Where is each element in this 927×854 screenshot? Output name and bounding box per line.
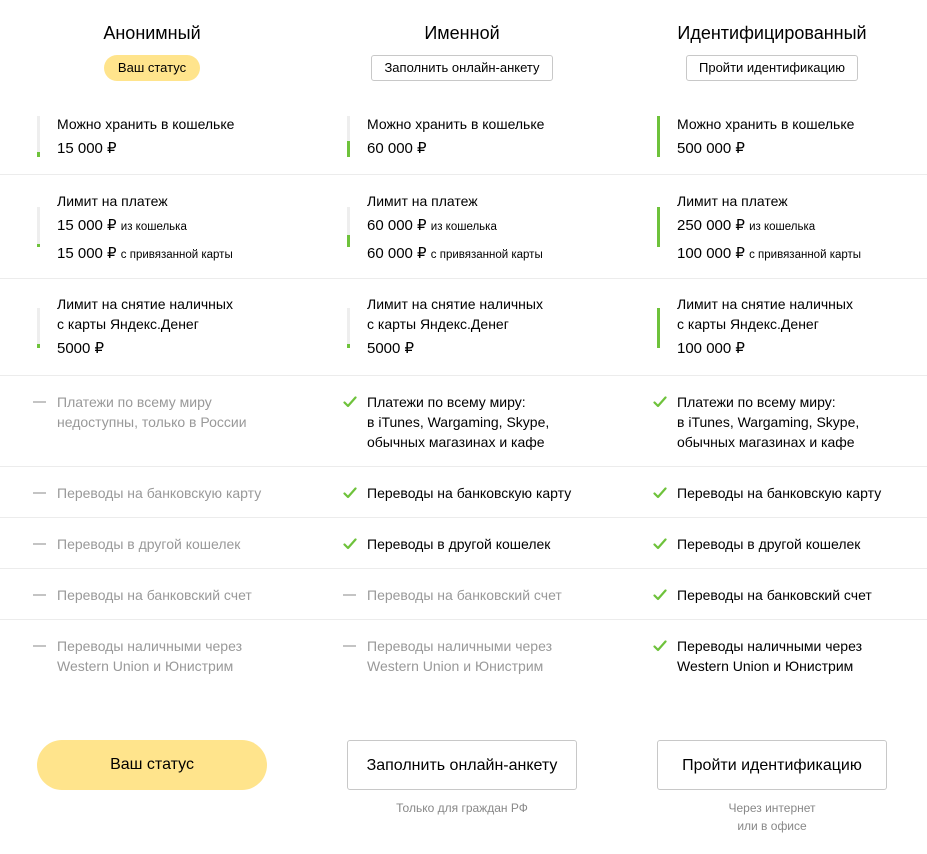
limit-bar-fill [37, 152, 40, 157]
cash-label-line1: Лимит на снятие наличных [367, 296, 543, 312]
current-status-badge: Ваш статус [104, 55, 200, 81]
payment-card-suffix: с привязанной карты [120, 249, 233, 261]
feature-text: Переводы наличными через Western Union и Юнистрим [57, 638, 242, 674]
payment-card-suffix: с привязанной карты [749, 249, 862, 261]
payment-wallet-amount: 250 000 ₽ [677, 217, 745, 234]
limit-bar [37, 308, 40, 348]
payment-wallet-amount: 15 000 ₽ [57, 217, 117, 234]
feature-text: Переводы наличными через Western Union и Юнистрим [367, 638, 552, 674]
wallet-label: Можно хранить в кошельке [367, 116, 545, 132]
payment-label: Лимит на платеж [367, 193, 478, 209]
feature-text: Переводы в другой кошелек [367, 536, 551, 552]
named-status-note: Только для граждан РФ [396, 801, 528, 815]
limit-bar [657, 116, 660, 157]
wallet-label: Можно хранить в кошельке [677, 116, 855, 132]
row-divider [0, 174, 927, 175]
limit-bar [657, 308, 660, 348]
feature-cell [343, 483, 633, 503]
feature-cell [653, 534, 927, 554]
check-icon [653, 483, 667, 503]
identify-button[interactable]: Пройти идентификацию [686, 55, 858, 81]
dash-icon [343, 636, 357, 656]
dash-icon [33, 636, 47, 656]
payment-wallet-suffix: из кошелька [120, 221, 187, 233]
row-divider [0, 568, 927, 569]
feature-cell [653, 392, 927, 452]
feature-text: Платежи по всему миру: в iTunes, Wargaming, Skype, обычных магазинах и кафе [367, 394, 550, 450]
row-divider [0, 517, 927, 518]
dash-icon [343, 585, 357, 605]
payment-wallet-suffix: из кошелька [430, 221, 497, 233]
wallet-amount: 60 000 ₽ [367, 140, 427, 157]
limit-bar-fill [657, 207, 660, 247]
limit-bar-fill [37, 344, 40, 348]
limit-bar [347, 116, 350, 157]
feature-cell [343, 636, 633, 676]
feature-cell [343, 534, 633, 554]
check-icon [653, 636, 667, 656]
row-divider [0, 619, 927, 620]
feature-text: Переводы на банковский счет [367, 587, 562, 603]
cash-label-line1: Лимит на снятие наличных [57, 296, 233, 312]
payment-card-amount: 60 000 ₽ [367, 245, 427, 262]
feature-text: Переводы в другой кошелек [57, 536, 241, 552]
limit-bar [347, 308, 350, 348]
wallet-amount: 15 000 ₽ [57, 140, 117, 157]
payment-card-amount: 15 000 ₽ [57, 245, 117, 262]
payment-wallet-suffix: из кошелька [749, 221, 816, 233]
dash-icon [33, 483, 47, 503]
column-title: Анонимный [103, 23, 201, 43]
feature-cell [653, 636, 927, 676]
feature-cell [33, 392, 323, 452]
feature-text: Переводы на банковскую карту [677, 485, 882, 501]
feature-cell [653, 483, 927, 503]
limit-bar-fill [657, 308, 660, 348]
dash-icon [33, 392, 47, 412]
feature-cell [653, 585, 927, 605]
fill-form-button[interactable]: Заполнить онлайн-анкету [371, 55, 552, 81]
feature-text: Переводы в другой кошелек [677, 536, 861, 552]
cash-label-line2: с карты Яндекс.Денег [57, 316, 199, 332]
check-icon [653, 585, 667, 605]
dash-icon [33, 585, 47, 605]
check-icon [653, 392, 667, 412]
cash-amount: 100 000 ₽ [677, 340, 745, 357]
check-icon [343, 483, 357, 503]
limit-bar [347, 207, 350, 247]
wallet-label: Можно хранить в кошельке [57, 116, 235, 132]
limit-bar-fill [347, 141, 350, 157]
feature-cell [343, 392, 633, 452]
limit-bar-fill [347, 235, 350, 247]
cash-label-line1: Лимит на снятие наличных [677, 296, 853, 312]
payment-label: Лимит на платеж [677, 193, 788, 209]
limit-bar [37, 207, 40, 247]
feature-text: Платежи по всему миру недоступны, только в России [57, 394, 247, 430]
feature-cell [33, 483, 323, 503]
row-divider [0, 375, 927, 376]
limit-bar-fill [37, 244, 40, 247]
limit-bar [37, 116, 40, 157]
cash-amount: 5000 ₽ [57, 340, 105, 357]
feature-cell [33, 585, 323, 605]
feature-text: Переводы на банковскую карту [367, 485, 572, 501]
feature-text: Переводы на банковский счет [677, 587, 872, 603]
limit-bar-fill [657, 116, 660, 157]
identified-status-note: Через интернет или в офисе [728, 801, 816, 833]
check-icon [343, 392, 357, 412]
column-title: Именной [424, 23, 500, 43]
feature-text: Переводы на банковскую карту [57, 485, 262, 501]
feature-cell [33, 534, 323, 554]
cash-amount: 5000 ₽ [367, 340, 415, 357]
payment-card-suffix: с привязанной карты [430, 249, 543, 261]
fill-form-bottom-button[interactable]: Заполнить онлайн-анкету [347, 740, 577, 790]
column-title: Идентифицированный [677, 23, 867, 43]
check-icon [653, 534, 667, 554]
identify-bottom-button[interactable]: Пройти идентификацию [657, 740, 887, 790]
column-header-named [312, 22, 612, 81]
wallet-amount: 500 000 ₽ [677, 140, 745, 157]
column-header-identified [622, 22, 922, 81]
feature-cell [343, 585, 633, 605]
cash-label-line2: с карты Яндекс.Денег [367, 316, 509, 332]
your-status-button[interactable]: Ваш статус [37, 740, 267, 790]
check-icon [343, 534, 357, 554]
cash-label-line2: с карты Яндекс.Денег [677, 316, 819, 332]
feature-cell [33, 636, 323, 676]
row-divider [0, 466, 927, 467]
row-divider [0, 278, 927, 279]
feature-text: Переводы на банковский счет [57, 587, 252, 603]
payment-wallet-amount: 60 000 ₽ [367, 217, 427, 234]
feature-text: Платежи по всему миру: в iTunes, Wargaming, Skype, обычных магазинах и кафе [677, 394, 860, 450]
feature-text: Переводы наличными через Western Union и Юнистрим [677, 638, 862, 674]
dash-icon [33, 534, 47, 554]
column-header-anonymous [2, 22, 302, 81]
payment-label: Лимит на платеж [57, 193, 168, 209]
limit-bar [657, 207, 660, 247]
limit-bar-fill [347, 344, 350, 348]
payment-card-amount: 100 000 ₽ [677, 245, 745, 262]
